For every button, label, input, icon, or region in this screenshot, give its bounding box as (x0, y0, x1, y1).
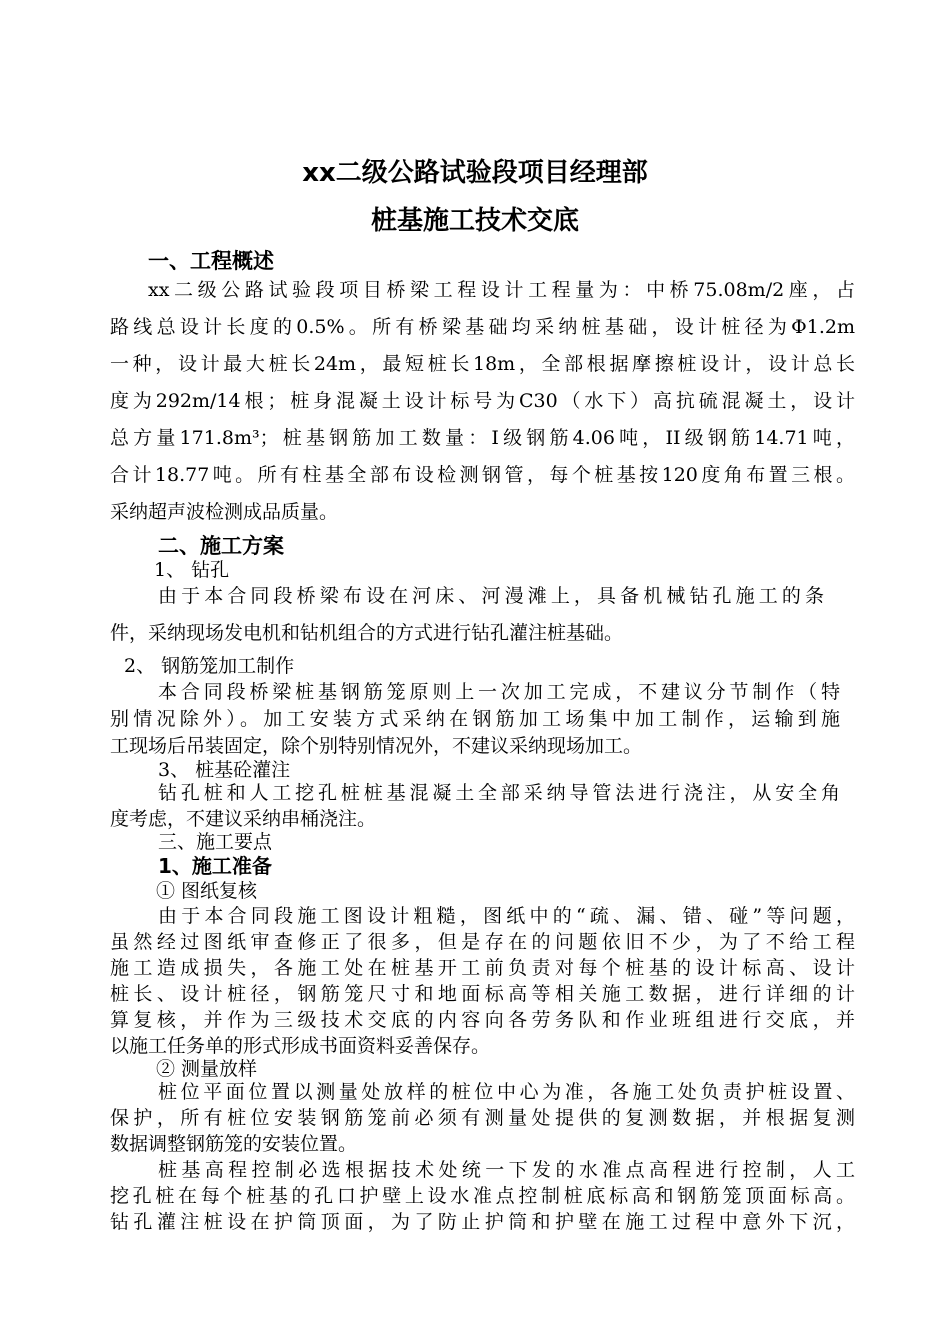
paragraph-line: 本合同段桥梁桩基钢筋笼原则上一次加工完成，不建议分节制作（特 (158, 681, 840, 703)
paragraph-line: 一种，设计最大桩长24m，最短桩长18m，全部根据摩擦桩设计，设计总长 (110, 353, 855, 375)
paragraph-line: 由于本合同段桥梁布设在河床、河漫滩上，具备机械钻孔施工的条 (158, 585, 824, 607)
paragraph-line: 算复核，并作为三级技术交底的内容向各劳务队和作业班组进行交底，并 (110, 1009, 855, 1031)
paragraph-line: xx二级公路试验段项目桥梁工程设计工程量为：中桥75.08m/2座，占 (148, 279, 855, 301)
document-subtitle: 桩基施工技术交底 (370, 206, 579, 236)
paragraph-line: 桩长、设计桩径，钢筋笼尺寸和地面标高等相关施工数据，进行详细的计 (110, 983, 855, 1005)
paragraph-line: 保护，所有桩位安装钢筋笼前必须有测量处提供的复测数据，并根据复测 (110, 1107, 855, 1129)
paragraph-line: 别情况除外）。加工安装方式采纳在钢筋加工场集中加工制作，运输到施 (110, 708, 840, 730)
paragraph-line: 工现场后吊装固定，除个别特别情况外，不建议采纳现场加工。 (110, 735, 643, 757)
paragraph-line: 度为292m/14根；桩身混凝土设计标号为C30（水下）高抗硫混凝土，设计 (110, 390, 855, 412)
paragraph-line: 度考虑，不建议采纳串桶浇注。 (110, 808, 377, 830)
paragraph-line: 挖孔桩在每个桩基的孔口护壁上设水准点控制桩底标高和钢筋笼顶面标高。 (110, 1185, 855, 1207)
survey-setout-paragraph (110, 1079, 855, 1157)
drawing-review-paragraph (110, 903, 855, 1059)
subsection-heading-preparation: 1、施工准备 (158, 854, 272, 878)
rebar-cage-paragraph (110, 679, 840, 760)
section-heading-overview: 一、工程概述 (148, 249, 274, 273)
overview-paragraph (110, 272, 855, 531)
item-label-rebar-cage: 2、 钢筋笼加工制作 (124, 655, 295, 677)
item-label-survey-setout: ② 测量放样 (156, 1058, 258, 1080)
paragraph-line: 采纳超声波检测成品质量。 (110, 501, 339, 523)
item-label-drawing-review: ① 图纸复核 (156, 880, 258, 902)
paragraph-line: 虽然经过图纸审查修正了很多，但是存在的问题依旧不少，为了不给工程 (110, 931, 855, 953)
paragraph-line: 合计18.77吨。所有柱基全部布设检测钢管，每个桩基按120度角布置三根。 (110, 464, 855, 486)
elevation-control-paragraph (110, 1157, 855, 1235)
item-label-concrete-pouring: 3、 桩基砼灌注 (158, 759, 291, 781)
item-label-drilling: 1、 钻孔 (154, 559, 230, 581)
paragraph-line: 钻孔桩和人工挖孔桩桩基混凝土全部采纳导管法进行浇注，从安全角 (158, 782, 840, 804)
document-title: xx二级公路试验段项目经理部 (302, 158, 648, 188)
section-heading-plan: 二、施工方案 (158, 534, 284, 558)
drilling-paragraph (110, 578, 824, 652)
paragraph-line: 数据调整钢筋笼的安装位置。 (110, 1133, 358, 1155)
paragraph-line: 总方量171.8m³；桩基钢筋加工数量：Ⅰ级钢筋4.06吨，II级钢筋14.71吨， (110, 427, 855, 449)
paragraph-line: 桩基高程控制必选根据技术处统一下发的水准点高程进行控制，人工 (158, 1159, 855, 1181)
paragraph-line: 桩位平面位置以测量处放样的桩位中心为准，各施工处负责护桩设置、 (158, 1081, 855, 1103)
section-heading-key-points: 三、施工要点 (158, 831, 273, 853)
paragraph-line: 施工造成损失，各施工处在桩基开工前负责对每个桩基的设计标高、设计 (110, 957, 855, 979)
paragraph-line: 路线总设计长度的0.5%。所有桥梁基础均采纳桩基础，设计桩径为Φ1.2m (110, 316, 855, 338)
concrete-pouring-paragraph (110, 780, 840, 832)
paragraph-line: 件，采纳现场发电机和钻机组合的方式进行钻孔灌注桩基础。 (110, 622, 624, 644)
paragraph-line: 钻孔灌注桩设在护筒顶面，为了防止护筒和护壁在施工过程中意外下沉， (110, 1211, 855, 1233)
paragraph-line: 由于本合同段施工图设计粗糙，图纸中的“疏、漏、错、碰”等问题， (158, 905, 855, 927)
paragraph-line: 以施工任务单的形式形成书面资料妥善保存。 (110, 1035, 491, 1057)
